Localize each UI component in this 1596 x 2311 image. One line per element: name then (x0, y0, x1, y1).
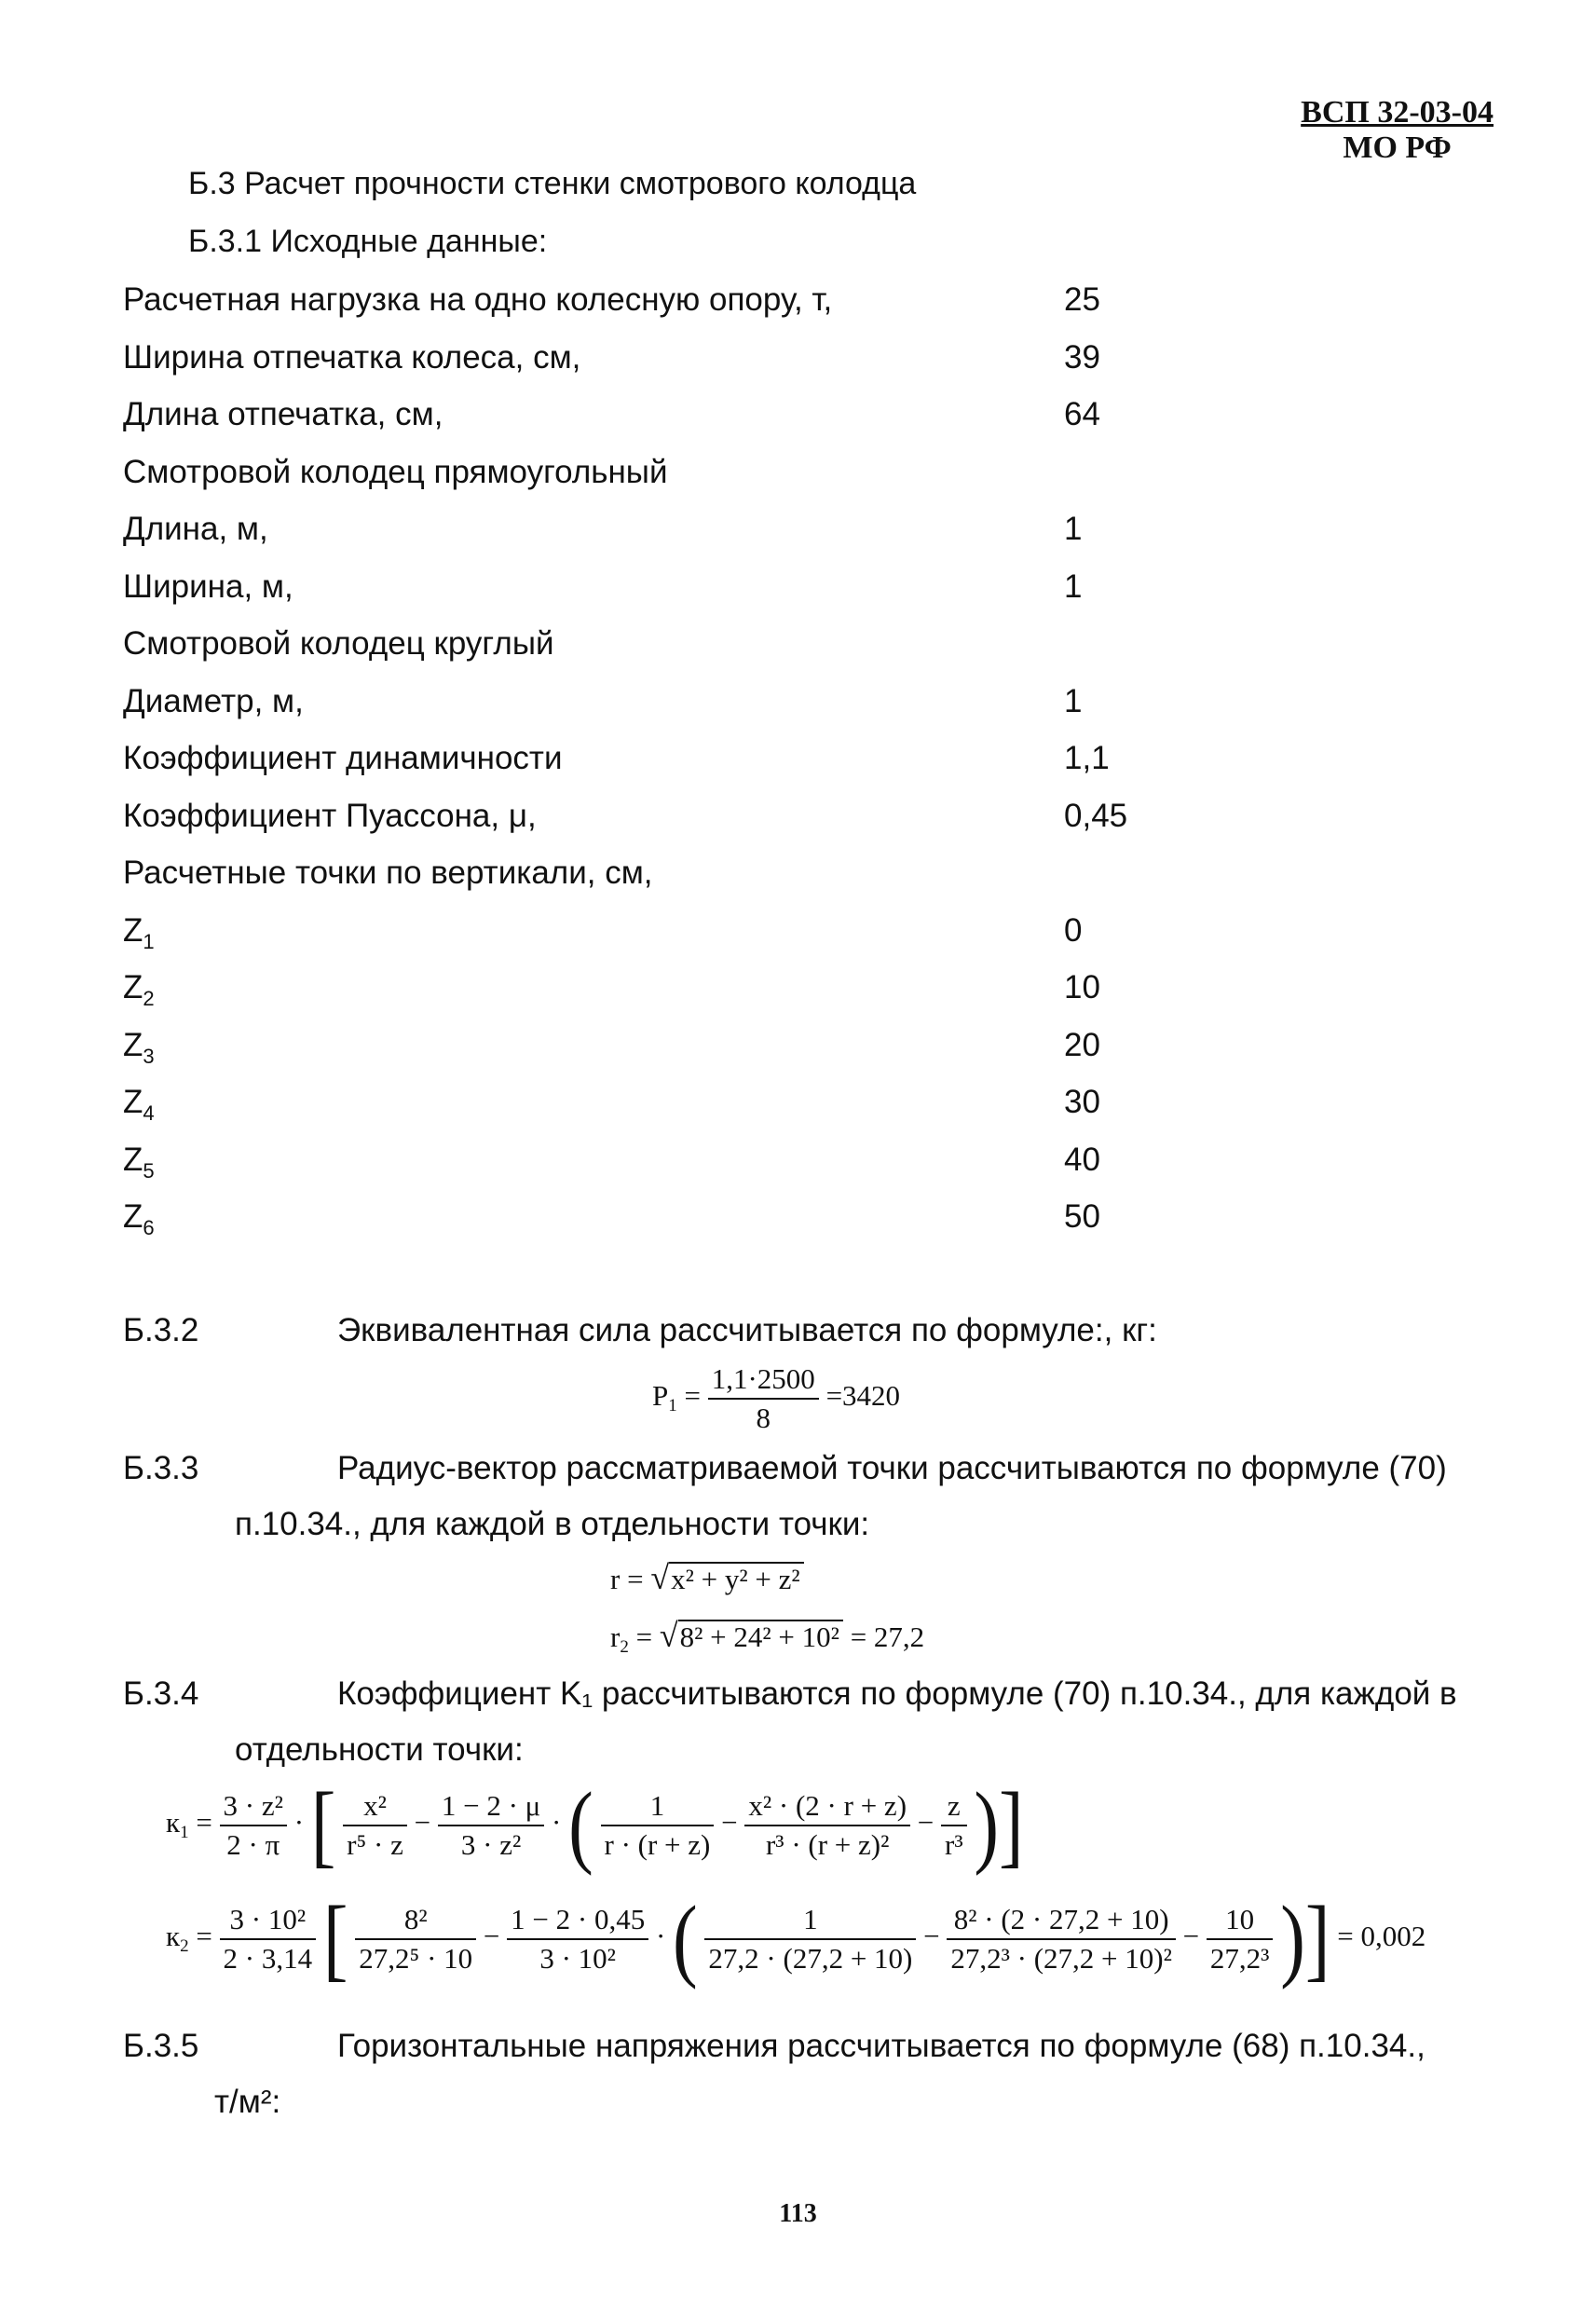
point-symbol: $Z_5$ (123, 1142, 155, 1183)
right-paren-icon: ) (974, 1774, 1000, 1877)
right-bracket-icon: ] (999, 1774, 1024, 1877)
input-value: 1,1 (1064, 740, 1110, 776)
input-label: Диаметр, м, (123, 683, 304, 719)
sqrt-icon: √ (650, 1559, 670, 1596)
left-paren-icon: ( (673, 1888, 698, 1990)
input-label: Ширина отпечатка колеса, см, (123, 339, 581, 376)
document-code: ВСП 32-03-04 (1301, 95, 1494, 130)
input-value: 1 (1064, 568, 1083, 605)
point-row (123, 1027, 1148, 1072)
input-row (123, 568, 1148, 613)
radius-vector-formula: r = √x² + y² + z² (610, 1558, 804, 1597)
input-row (123, 454, 1148, 499)
input-label: Расчетные точки по вертикали, см, (123, 855, 653, 891)
input-value: 25 (1064, 281, 1100, 318)
input-label: Длина отпечатка, см, (123, 396, 443, 432)
input-label: Коэффициент Пуассона, μ, (123, 798, 537, 834)
sqrt-icon: √ (659, 1617, 678, 1654)
input-value: 0,45 (1064, 798, 1128, 834)
point-row (123, 1142, 1148, 1186)
point-row (123, 1084, 1148, 1128)
document-organization: МО РФ (1343, 130, 1452, 165)
input-value: 1 (1064, 511, 1083, 547)
document-header (1301, 95, 1494, 166)
page-number: 113 (779, 2199, 817, 2228)
point-row (123, 1198, 1148, 1243)
left-bracket-icon: [ (322, 1888, 348, 1990)
input-row (123, 683, 1148, 728)
right-bracket-icon: ] (1304, 1888, 1330, 1990)
input-value: 64 (1064, 396, 1100, 432)
input-label: Коэффициент динамичности (123, 740, 563, 776)
point-value: 0 (1064, 912, 1083, 949)
left-bracket-icon: [ (310, 1774, 336, 1877)
point-symbol: $Z_3$ (123, 1027, 155, 1068)
k2-formula: $к_2$ = $\frac{\text{3 · 10²}}{2 \cdot 3,14}$ [ $\frac{\text{8²}}{\text{27,2⁵ · 10}}$ − $\frac{1 - 2 \cdot 0,45}{\text{3 · 10²}}$ · ( $\frac{1}{27,2 \cdot (27,2 + 10)}$ − $\frac{\text{8² · (2 · 27,2 + 10)}}{\text{27,2³ · (27,2 + 10)²}}$ − $\frac{10}{\text{27,2³}}$ )] = 0,002 (166, 1888, 1426, 1990)
point-symbol: $Z_1$ (123, 912, 155, 953)
point-symbol: $Z_4$ (123, 1084, 155, 1125)
point-value: 10 (1064, 969, 1100, 1005)
item-number-b33: Б.3.3 (123, 1450, 199, 1486)
k1-formula: $к_1$ = $\frac{\text{3 · z²}}{2 \cdot \pi}$ · [ $\frac{\text{x²}}{\text{r⁵ · z}}$ − $\frac{1 - 2 \cdot \mu}{\text{3 · z²}}$ · ( $\frac{1}{r \cdot (r + z)}$ − $\frac{\text{x² · (2 · r + z)}}{\text{r³ · (r + z)²}}$ − $\frac{z}{\text{r³}}$ )] (166, 1774, 1024, 1877)
input-label: Расчетная нагрузка на одно колесную опору, т, (123, 281, 833, 318)
input-label: Ширина, м, (123, 568, 293, 605)
item-number-b35: Б.3.5 (123, 2028, 199, 2064)
item-text-b34-line1: Коэффициент K₁ рассчитываются по формуле (70) п.10.34., для каждой в (337, 1675, 1457, 1712)
input-label: Смотровой колодец прямоугольный (123, 454, 668, 490)
right-paren-icon: ) (1280, 1888, 1305, 1990)
item-text-b35-line2: т/м²: (214, 2084, 281, 2120)
left-paren-icon: ( (568, 1774, 593, 1877)
input-label: Смотровой колодец круглый (123, 625, 554, 662)
item-number-b34: Б.3.4 (123, 1675, 199, 1712)
equivalent-force-formula: $P_1$ = $\frac{1,1\cdot 2500}{8}$ =3420 (652, 1361, 900, 1437)
point-value: 50 (1064, 1198, 1100, 1235)
item-text-b33-line1: Радиус-вектор рассматриваемой точки рассчитываются по формуле (70) (337, 1450, 1447, 1486)
section-subtitle: Б.3.1 Исходные данные: (188, 224, 548, 259)
input-row (123, 798, 1148, 842)
fraction: $\frac{1,1\cdot 2500}{8}$ (708, 1361, 819, 1437)
input-row (123, 855, 1148, 899)
point-row (123, 912, 1148, 957)
item-text-b33-line2: п.10.34., для каждой в отдельности точки: (235, 1506, 870, 1542)
input-value: 1 (1064, 683, 1083, 719)
radius-vector-value-formula: $r_2 = √8^2 + 24^2 + 10^2 = 27,2$ (610, 1617, 925, 1657)
point-row (123, 969, 1148, 1014)
input-row (123, 281, 1148, 326)
item-text-b34-line2: отдельности точки: (235, 1731, 524, 1768)
input-row (123, 625, 1148, 670)
point-value: 20 (1064, 1027, 1100, 1063)
point-symbol: $Z_6$ (123, 1198, 155, 1239)
point-value: 40 (1064, 1142, 1100, 1178)
input-row (123, 396, 1148, 441)
item-number-b32: Б.3.2 (123, 1312, 199, 1348)
point-value: 30 (1064, 1084, 1100, 1120)
input-row (123, 511, 1148, 555)
input-row (123, 740, 1148, 785)
point-symbol: $Z_2$ (123, 969, 155, 1010)
section-title: Б.3 Расчет прочности стенки смотрового колодца (188, 166, 917, 201)
input-row (123, 339, 1148, 384)
item-text-b35-line1: Горизонтальные напряжения рассчитывается по формуле (68) п.10.34., (337, 2028, 1425, 2064)
input-value: 39 (1064, 339, 1100, 376)
input-label: Длина, м, (123, 511, 268, 547)
item-text-b32: Эквивалентная сила рассчитывается по формуле:, кг: (337, 1312, 1157, 1348)
